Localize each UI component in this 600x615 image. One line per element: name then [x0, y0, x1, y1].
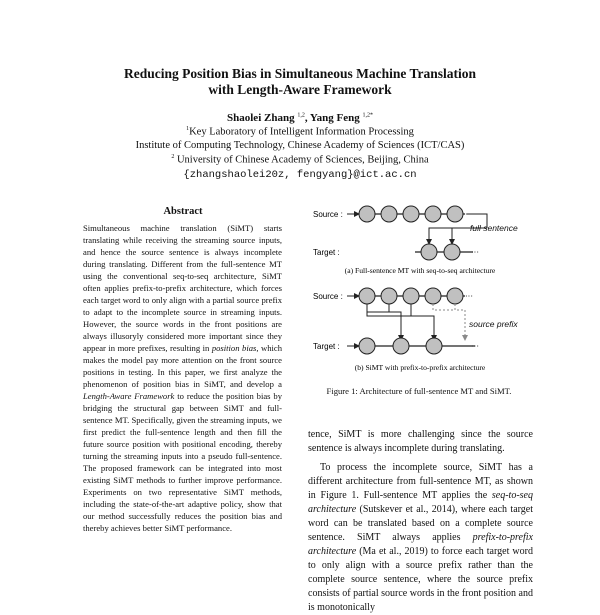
target-label-b: Target : — [313, 342, 340, 351]
source-node — [447, 288, 463, 304]
source-prefix-label: source prefix — [469, 319, 518, 329]
ellipsis: ··· — [465, 292, 473, 301]
target-node — [421, 244, 437, 260]
target-node — [359, 338, 375, 354]
ellipsis: ··· — [471, 248, 479, 257]
architecture-diagram — [305, 200, 535, 410]
ellipsis: ··· — [471, 342, 479, 351]
ellipsis: ··· — [465, 210, 473, 219]
abstract-text: , which makes the model pay more attention on the front source positions in testing. In this paper, we first analyze the phenomenon of position bias in SiMT, and develop a — [83, 343, 283, 389]
target-node — [444, 244, 460, 260]
target-node — [393, 338, 409, 354]
author-affiliation-mark: 1,2 — [297, 112, 305, 119]
affiliation-text: Key Laboratory of Intelligent Information Processing — [189, 126, 414, 138]
affiliation-1 — [0, 126, 600, 138]
author-name: Yang Feng — [309, 112, 360, 124]
source-node — [403, 288, 419, 304]
affiliation-2 — [0, 154, 600, 166]
source-node — [403, 206, 419, 222]
paper-title-line-2: with Length-Aware Framework — [208, 82, 392, 97]
source-node — [359, 288, 375, 304]
abstract-text: Simultaneous machine translation (SiMT) starts translating while receiving the streaming source inputs, and hence the source sentence is always incomplete during translating. Different from the full-sentence MT using the conventional seq-to-seq architecture, SiMT often applies prefix-to-prefix architecture, which forces each target word to only align with a partial source prefix to adapt to the incomplete source in streaming inputs. However, the source words in the front positions are always illusoryly considered more important since they appear in more prefixes, resulting in — [83, 223, 282, 353]
source-node — [381, 206, 397, 222]
source-node — [425, 288, 441, 304]
paragraph-text: To process the incomplete source, SiMT has a different architecture from full-sentence MT, as shown in Figure 1. Full-sentence MT applies the — [308, 462, 533, 501]
abstract-text: to reduce the position bias by bridging the structural gap between SiMT and full-sentence MT. Specifically, given the streaming inputs, we first predict the full-sentence length and then fill the future source position with positional encoding, thereby turning the streaming inputs into a pseudo full-sentence. The proposed framework can be integrated into most existing SiMT methods to further improve performance. Experiments on two representative SiMT methods, including the state-of-the-art adaptive policy, show that our method successfully reduces the position bias and thereby achieves better SiMT performance. — [83, 391, 283, 533]
author-line: Shaolei Zhang $^{1,2}$, Yang Feng $^{1,2*}$ — [227, 112, 373, 124]
author-name: Shaolei Zhang — [227, 112, 295, 124]
source-node — [447, 206, 463, 222]
paragraph-term: prefix-to-prefix architecture — [308, 532, 533, 557]
source-sequence-a — [359, 206, 473, 222]
figure-1 — [305, 200, 535, 410]
source-node — [425, 206, 441, 222]
author-affiliation-mark: 1,2* — [362, 112, 373, 119]
paragraph-text: (Sutskever et al., 2014), where each target word can be translated based on a complete source sentence. SiMT always applies — [308, 504, 533, 543]
subcaption-b: (b) SiMT with prefix-to-prefix architecture — [354, 363, 486, 372]
paragraph: tence, SiMT is more challenging since the source sentence is always incomplete during translating. — [308, 429, 533, 454]
subcaption-a: (a) Full-sentence MT with seq-to-seq architecture — [344, 266, 496, 275]
full-sentence-label: full sentence — [470, 223, 518, 233]
target-label-a: Target : — [313, 248, 340, 257]
abstract-term: position bias — [211, 343, 257, 353]
target-sequence-a — [415, 244, 479, 260]
figure-caption: Figure 1: Architecture of full-sentence MT and SiMT. — [326, 386, 512, 396]
target-node — [426, 338, 442, 354]
source-label-a: Source : — [313, 210, 343, 219]
target-sequence-b — [347, 338, 479, 354]
source-node — [381, 288, 397, 304]
author-emails: {zhangshaolei20z, fengyang}@ict.ac.cn — [183, 169, 417, 181]
source-label-b: Source : — [313, 292, 343, 301]
abstract-body — [83, 222, 282, 534]
source-sequence-b — [359, 288, 473, 304]
affiliation-text: University of Chinese Academy of Sciences, Beijing, China — [176, 154, 429, 166]
abstract-heading: Abstract — [163, 206, 203, 217]
abstract-term: Length-Aware Framework — [83, 391, 175, 401]
paragraph — [308, 461, 533, 615]
affiliation-mark: 1 — [186, 126, 190, 132]
right-column-body — [308, 428, 533, 615]
paragraph-term: seq-to-seq architecture — [308, 490, 533, 515]
paper-title-line-1: Reducing Position Bias in Simultaneous Machine Translation — [123, 66, 477, 81]
affiliation-1-line-2: Institute of Computing Technology, Chinese Academy of Sciences (ICT/CAS) — [135, 140, 465, 151]
source-node — [359, 206, 375, 222]
affiliation-mark: 2 — [171, 154, 175, 160]
paragraph-text: (Ma et al., 2019) to force each target word to only align with a source prefix rather than the complete source sentence, where the source prefix consists of partial source words in the front position and is monotonically — [308, 546, 533, 613]
